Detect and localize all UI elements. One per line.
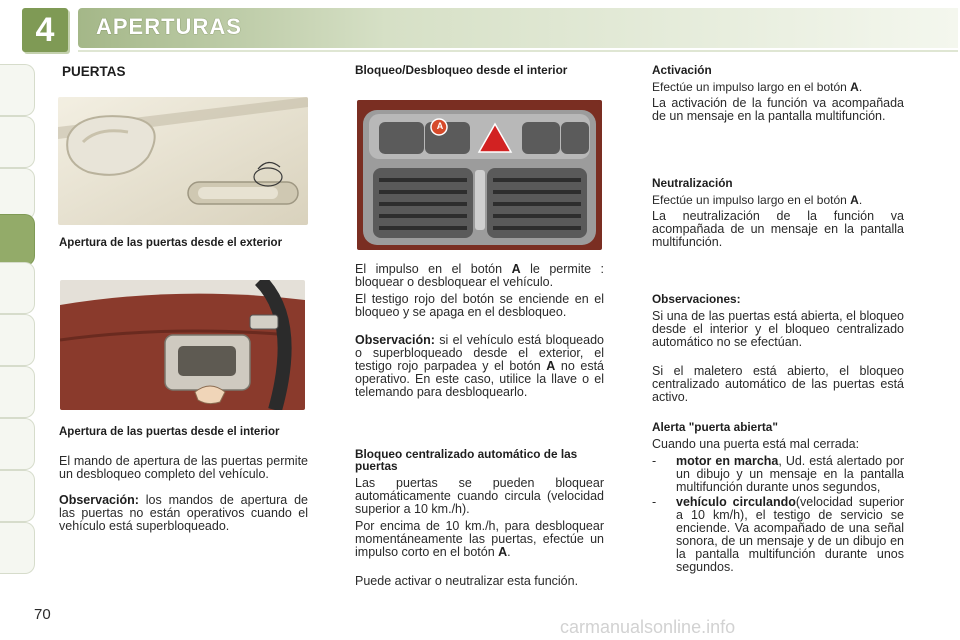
activacion-pre: Efectúe un impulso largo en el botón — [652, 80, 851, 94]
interior-observation — [59, 494, 308, 533]
heading-bloqueo-automatico: Bloqueo centralizado automático de las puertas — [355, 447, 578, 473]
chapter-tab-8[interactable] — [0, 418, 35, 470]
bloqueo-observation — [355, 334, 604, 399]
p1-post: le permite : bloquear o desbloquear el vehículo. — [355, 262, 604, 289]
neutral-instruction — [652, 194, 904, 207]
activacion-post: . — [858, 80, 863, 94]
p1-pre: El impulso en el botón — [355, 262, 512, 276]
heading-activacion: Activación — [652, 63, 712, 77]
observaciones-paragraph-2: Si el maletero está abierto, el bloqueo centralizado automático de las puertas está activo. — [652, 364, 904, 404]
exterior-door-handle-photo — [58, 97, 308, 225]
chapter-tab-6[interactable] — [0, 314, 35, 366]
heading-neutralizacion: Neutralización — [652, 176, 733, 190]
chapter-tab-2[interactable] — [0, 116, 35, 168]
p4-pre: Por encima de 10 km./h, para desbloquear momentáneamente las puertas, efectúe un impulso corto en el botón — [355, 519, 604, 559]
chapter-tab-9[interactable] — [0, 470, 35, 522]
observaciones-paragraph-1: Si una de las puertas está abierta, el bloqueo desde el interior y el bloqueo centralizado automático no se efectúan. — [652, 309, 904, 349]
obs-post: no está operativo. En este caso, utilice la llave o el telemando para desbloquearlo. — [355, 359, 604, 399]
section-heading-puertas: PUERTAS — [62, 64, 126, 79]
alerta-bullets — [652, 455, 904, 576]
title-divider — [78, 50, 958, 52]
watermark: carmanualsonline.info — [560, 617, 736, 637]
heading-alerta: Alerta "puerta abierta" — [652, 420, 778, 434]
obs-button-ref: A — [546, 359, 556, 373]
activacion-instruction — [652, 81, 904, 94]
interior-paragraph: El mando de apertura de las puertas permite un desbloqueo completo del vehículo. — [59, 454, 308, 481]
activacion-text: La activación de la función va acompañada de un mensaje en la pantalla multifunción. — [652, 96, 904, 123]
bloqueo-paragraph-1 — [355, 263, 604, 289]
bullet-motor-en-marcha — [652, 455, 904, 494]
observation-text: los mandos de apertura de las puertas no están operativos cuando el vehículo está superbloqueado. — [59, 493, 308, 533]
observation-label: Observación: — [355, 333, 435, 347]
page-title: APERTURAS — [96, 14, 242, 39]
bloqueo-paragraph-2: El testigo rojo del botón se enciende en el bloqueo y se apaga en el desbloqueo. — [355, 292, 604, 319]
bullet-vehiculo-circulando — [652, 496, 904, 574]
p1-button-ref: A — [511, 262, 521, 276]
button-a-label: A — [436, 121, 444, 131]
automatico-paragraph-2 — [355, 520, 604, 559]
p4-post: . — [507, 545, 511, 559]
caption-interior: Apertura de las puertas desde el interior — [59, 426, 280, 438]
dashboard-buttons-photo — [357, 100, 602, 250]
automatico-paragraph-1: Las puertas se pueden bloquear automáticamente cuando circula (velocidad superior a 10 km./h). — [355, 476, 604, 516]
chapter-tab-5[interactable] — [0, 262, 35, 314]
interior-door-handle-photo — [60, 280, 305, 410]
caption-exterior: Apertura de las puertas desde el exterior — [59, 237, 283, 249]
chapter-tab-7[interactable] — [0, 366, 35, 418]
heading-bloqueo-interior: Bloqueo/Desbloqueo desde el interior — [355, 63, 568, 77]
neutral-text: La neutralización de la función va acompañada de un mensaje en la pantalla multifunción. — [652, 209, 904, 249]
automatico-paragraph-3: Puede activar o neutralizar esta función. — [355, 574, 579, 588]
chapter-tab-3[interactable] — [0, 168, 35, 220]
bullet2-bold: vehículo circulando — [676, 495, 796, 509]
bullet1-bold: motor en marcha — [676, 454, 779, 468]
chapter-tab-10[interactable] — [0, 522, 35, 574]
obs-pre: si el vehículo está bloqueado o superbloqueado desde el exterior, el testigo rojo parpadea y el botón — [355, 333, 604, 373]
activacion-button-ref: A — [850, 80, 859, 94]
heading-observaciones: Observaciones: — [652, 292, 741, 306]
neutral-pre: Efectúe un impulso largo en el botón — [652, 193, 851, 207]
alerta-intro: Cuando una puerta está mal cerrada: — [652, 437, 860, 451]
chapter-badge: 4 — [22, 8, 68, 52]
neutral-post: . — [858, 193, 863, 207]
p4-button-ref: A — [498, 545, 508, 559]
bullet2-text: (velocidad superior a 10 km/h), el testigo de servicio se enciende. Va acompañado de una señal sonora, de un mensaje y de un dibujo en la pantalla multifunción durante unos segundos. — [676, 495, 904, 574]
page-number: 70 — [34, 606, 51, 623]
neutral-button-ref: A — [850, 193, 859, 207]
chapter-tab-1[interactable] — [0, 64, 35, 116]
chapter-tab-4-active[interactable] — [0, 214, 35, 266]
bullet1-text: , Ud. está alertado por un dibujo y un mensaje en la pantalla multifunción durante unos segundos, — [676, 454, 904, 494]
observation-label: Observación: — [59, 493, 139, 507]
